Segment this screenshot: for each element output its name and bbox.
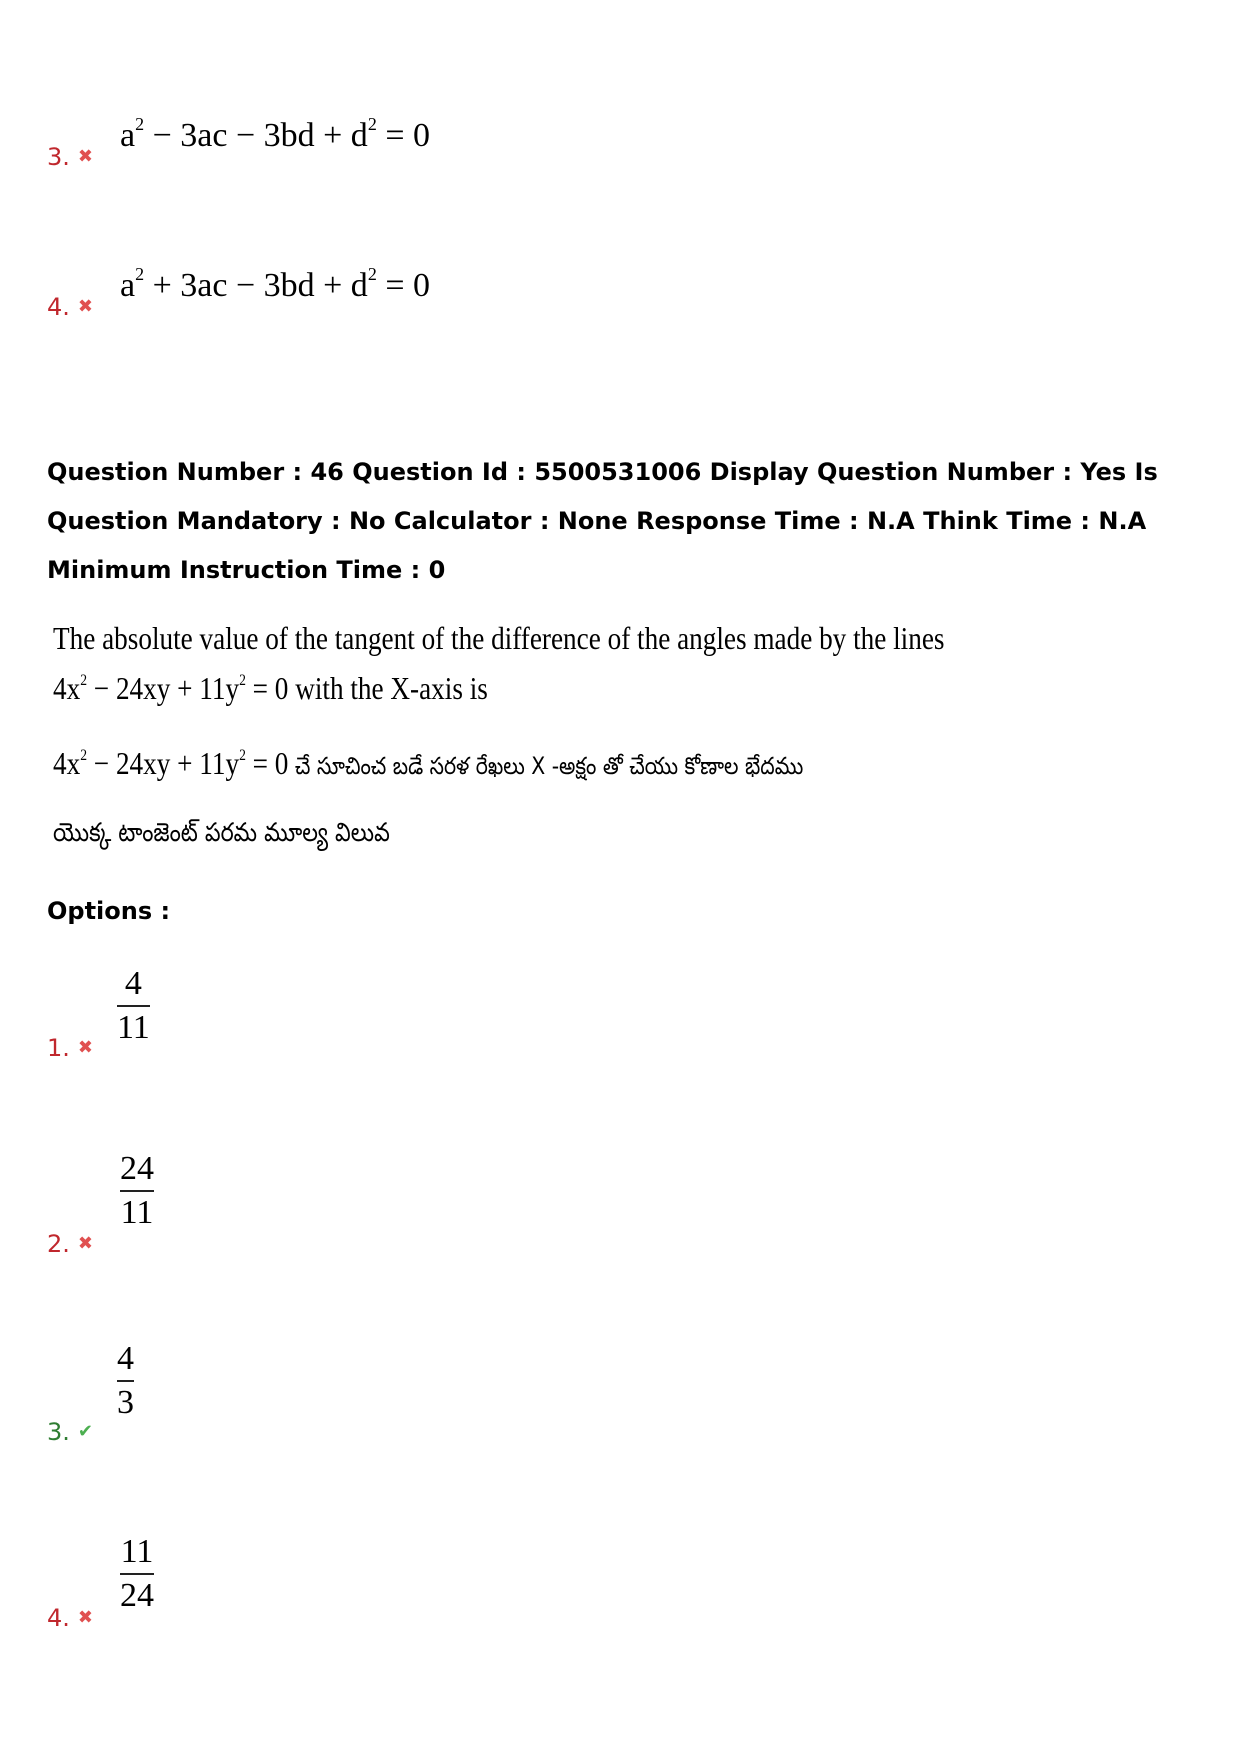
option-number: 4. xyxy=(47,1604,70,1632)
options-label: Options : xyxy=(47,897,171,925)
option-2-fraction: 24 11 xyxy=(120,1150,154,1231)
check-icon: ✔ xyxy=(77,1421,93,1442)
prev-option-4-equation: $a^2 + 3ac - 3bd + d^2 = 0$ xyxy=(120,264,430,304)
option-number: 3. xyxy=(47,1418,70,1446)
option-3 xyxy=(47,1420,93,1444)
option-number: 1. xyxy=(47,1034,70,1062)
prev-option-3 xyxy=(47,145,93,169)
question-telugu-line-1: $4x^2 - 24xy + 11y^2 = 0$ చే సూచించ బడే సరళ రేఖలు X -అక్షం తో చేయు కోణాల భేదము xyxy=(53,745,804,781)
option-number: 2. xyxy=(47,1230,70,1258)
option-number: 4. xyxy=(47,293,70,321)
cross-icon: ✖ xyxy=(77,1233,93,1254)
option-4-fraction: 11 24 xyxy=(120,1533,154,1614)
cross-icon: ✖ xyxy=(77,1607,93,1628)
cross-icon: ✖ xyxy=(77,146,93,167)
prev-option-3-equation: $a^2 - 3ac - 3bd + d^2 = 0$ xyxy=(120,114,430,154)
question-line-2: $4x^2 - 24xy + 11y^2 = 0$ with the X-axis is xyxy=(53,670,488,706)
option-1 xyxy=(47,1036,93,1060)
option-3-fraction: 4 3 xyxy=(117,1340,134,1421)
cross-icon: ✖ xyxy=(77,296,93,317)
cross-icon: ✖ xyxy=(77,1037,93,1058)
option-number: 3. xyxy=(47,143,70,171)
option-2 xyxy=(47,1232,93,1256)
option-4 xyxy=(47,1606,93,1630)
question-line-1: The absolute value of the tangent of the difference of the angles made by the lines xyxy=(53,620,945,656)
question-telugu-line-2: యొక్క టాంజెంట్ పరమ మూల్య విలువ xyxy=(53,818,390,848)
option-1-fraction: 4 11 xyxy=(117,965,150,1046)
prev-option-4 xyxy=(47,295,93,319)
question-meta: Question Number : 46 Question Id : 5500531006 Display Question Number : Yes Is Question Mandatory : No Calculator : None Response Time : N.A Think Time : N.A Minimum Instruction Time : 0 xyxy=(47,458,1158,584)
